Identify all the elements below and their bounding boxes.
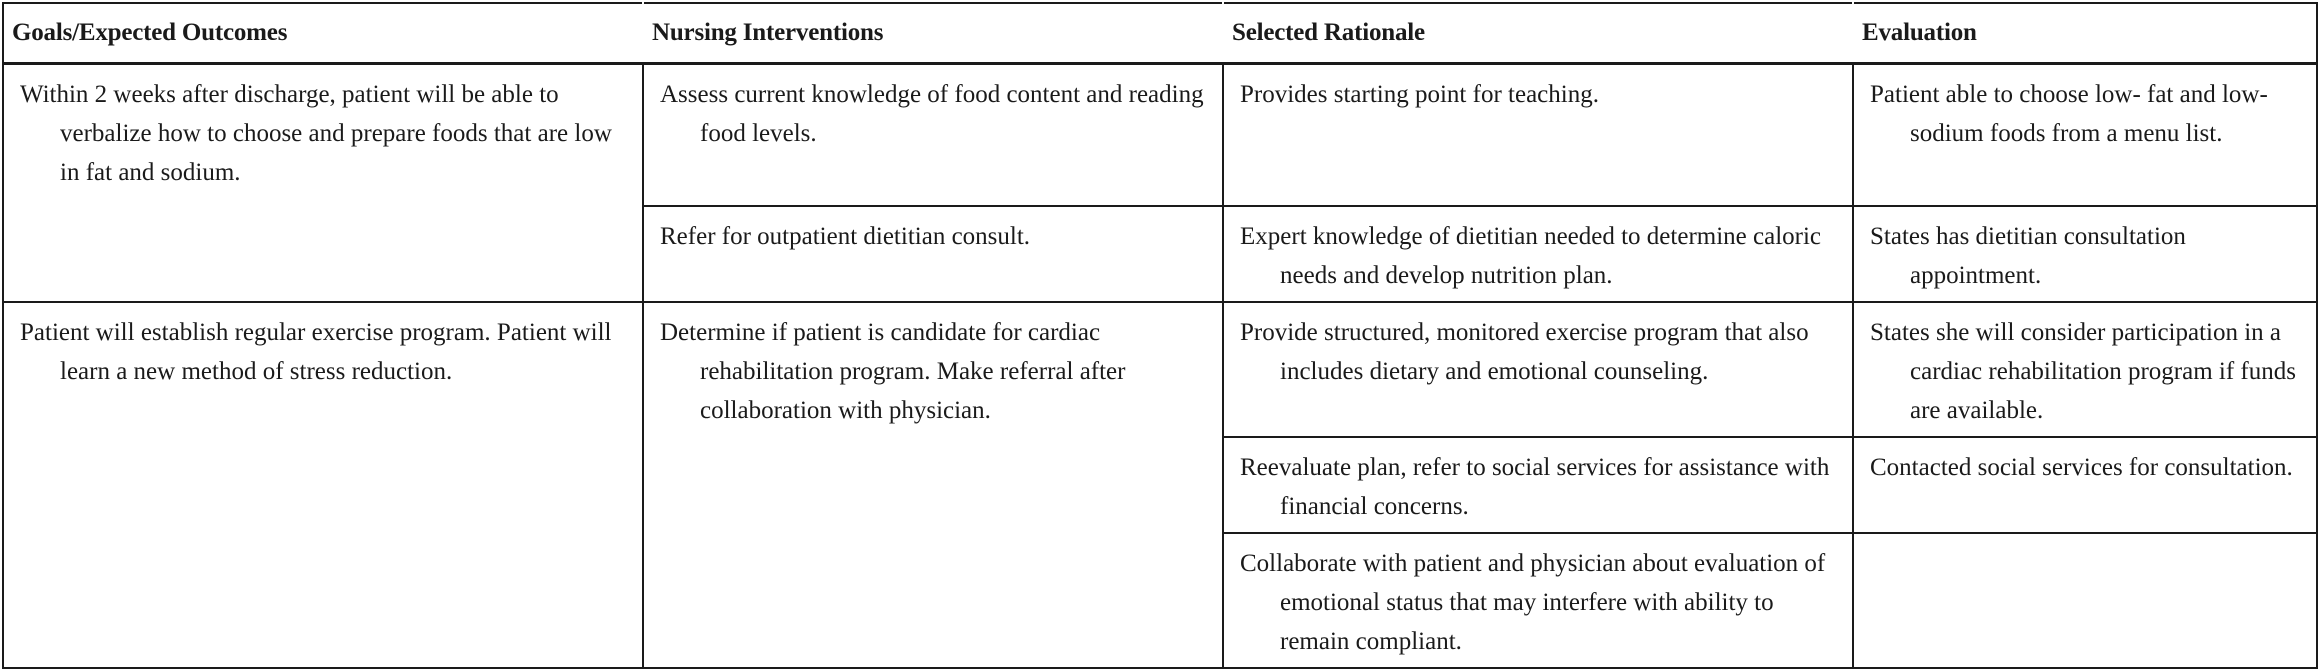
header-goals: Goals/Expected Outcomes xyxy=(3,3,643,64)
intervention-text: Refer for outpatient dietitian consult. xyxy=(660,222,1031,250)
rationale-text: Expert knowledge of dietitian needed to determine caloric needs and develop nutrition plan. xyxy=(1240,222,1822,289)
evaluation-cell xyxy=(1853,206,2317,302)
table-header xyxy=(3,3,2317,64)
rationale-text: Collaborate with patient and physician about evaluation of emotional status that may interfere with ability to remain compliant. xyxy=(1240,549,1826,655)
intervention-cell xyxy=(643,206,1223,302)
intervention-text: Determine if patient is candidate for cardiac rehabilitation program. Make referral after collaboration with physician. xyxy=(660,318,1126,424)
intervention-text: Assess current knowledge of food content and reading food levels. xyxy=(660,81,1204,147)
table-body xyxy=(3,64,2317,668)
evaluation-text: States she will consider participation in a cardiac rehabilitation program if funds are available. xyxy=(1870,318,2296,424)
rationale-text: Reevaluate plan, refer to social services for assistance with financial concerns. xyxy=(1240,453,1830,520)
rationale-cell xyxy=(1223,206,1853,302)
evaluation-text: Patient able to choose low- fat and low-sodium foods from a menu list. xyxy=(1870,81,2268,147)
header-evaluation: Evaluation xyxy=(1853,3,2317,64)
table-row xyxy=(3,64,2317,206)
evaluation-cell xyxy=(1853,437,2317,533)
goal-cell xyxy=(3,302,643,668)
rationale-cell xyxy=(1223,533,1853,668)
rationale-cell xyxy=(1223,64,1853,206)
evaluation-cell xyxy=(1853,64,2317,206)
care-plan-table xyxy=(2,2,2318,669)
evaluation-text: Contacted social services for consultation. xyxy=(1870,453,2293,481)
intervention-cell xyxy=(643,302,1223,668)
goal-text: Patient will establish regular exercise program. Patient will learn a new method of stress reduction. xyxy=(20,318,612,385)
rationale-cell xyxy=(1223,302,1853,437)
rationale-text: Provide structured, monitored exercise program that also includes dietary and emotional counseling. xyxy=(1240,318,1809,385)
header-interventions: Nursing Interventions xyxy=(643,3,1223,64)
rationale-cell xyxy=(1223,437,1853,533)
goal-text: Within 2 weeks after discharge, patient will be able to verbalize how to choose and prepare foods that are low in fat and sodium. xyxy=(20,81,612,186)
goal-cell xyxy=(3,64,643,302)
header-rationale: Selected Rationale xyxy=(1223,3,1853,64)
intervention-cell xyxy=(643,64,1223,206)
rationale-text: Provides starting point for teaching. xyxy=(1240,81,1599,108)
evaluation-text: States has dietitian consultation appointment. xyxy=(1870,222,2186,289)
evaluation-cell-empty xyxy=(1853,533,2317,668)
evaluation-cell xyxy=(1853,302,2317,437)
table-row xyxy=(3,302,2317,437)
header-row xyxy=(3,3,2317,64)
